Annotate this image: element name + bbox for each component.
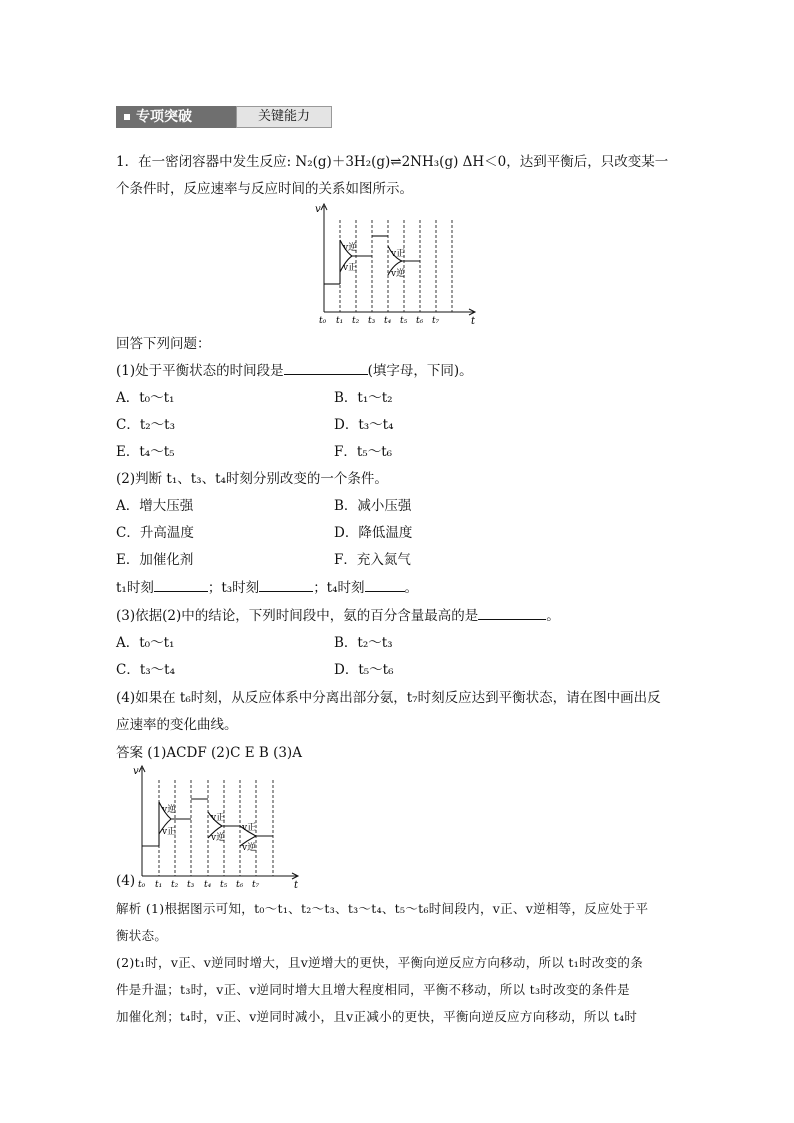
t-axis-label: t <box>471 316 476 325</box>
tick-t3: t₃ <box>368 316 376 325</box>
answer-v-zheng-label-1: v正 <box>162 827 177 837</box>
analysis-line-4: 件是升温；t₃时，v正、v逆同时增大且增大程度相同，平衡不移动，所以 t₃时改变的条件是 <box>116 982 630 997</box>
sub1-option-d: D．t₃～t₄ <box>334 417 394 433</box>
answer-blank-t4[interactable] <box>365 577 405 592</box>
tick-t0: t₀ <box>319 316 327 325</box>
tick-t5: t₅ <box>400 316 408 325</box>
tick-labels <box>319 316 440 325</box>
answer-v-ni-label-3: v逆 <box>242 843 257 853</box>
answer-blank-t3[interactable] <box>259 577 313 592</box>
sub2-option-a: A．增大压强 <box>116 498 194 514</box>
tick-t2: t₂ <box>352 316 360 325</box>
sub1-option-f: F．t₅～t₆ <box>334 444 393 460</box>
answer-tick-labels <box>138 880 260 890</box>
sub3-stem-text: (3)依据(2)中的结论，下列时间段中，氨的百分含量最高的是 <box>116 608 479 624</box>
v-zheng-label-1: v正 <box>343 263 358 273</box>
sub1-stem-tail: (填字母，下同)。 <box>367 363 473 379</box>
sub3-option-c: C．t₃～t₄ <box>116 662 176 678</box>
sub1-option-e: E．t₄～t₅ <box>116 444 175 460</box>
answer-tick-t5: t₅ <box>220 880 228 890</box>
sub2-t3-label: ；t₃时刻 <box>207 580 260 596</box>
sub3-option-d: D．t₅～t₆ <box>334 662 394 678</box>
v-ni-label-1: v逆 <box>343 243 358 253</box>
sub2-option-d: D．降低温度 <box>334 525 413 541</box>
analysis-line-2: 衡状态。 <box>116 928 168 943</box>
answer-tick-t3: t₃ <box>187 880 195 890</box>
answer-v-ni-label-2: v逆 <box>211 833 226 843</box>
answer-tick-t6: t₆ <box>236 880 244 890</box>
answer-blank-3[interactable] <box>478 605 546 620</box>
sub2-option-f: F．充入氮气 <box>334 552 411 568</box>
answer-v-ni-label-1: v逆 <box>162 805 177 815</box>
sub4-line-1: (4)如果在 t₆时刻，从反应体系中分离出部分氨，t₇时刻反应达到平衡状态，请在图中画出反 <box>116 690 661 706</box>
sub2-option-b: B．减小压强 <box>334 498 412 514</box>
sub3-option-a: A．t₀～t₁ <box>116 635 175 651</box>
answer-rate-time-graph <box>128 762 308 890</box>
sub2-option-e: E．加催化剂 <box>116 552 194 568</box>
banner-label-sub: 关键能力 <box>236 106 332 128</box>
analysis-line-3: (2)t₁时，v正、v逆同时增大，且v逆增大的更快，平衡向逆反应方向移动，所以 t₁时改变的条 <box>116 955 644 970</box>
banner-main-text: 专项突破 <box>136 109 192 125</box>
answer-v-axis-label: v <box>133 766 139 777</box>
sub1-option-a: A．t₀～t₁ <box>116 390 175 406</box>
answer-tick-t7: t₇ <box>252 880 260 890</box>
answer-prompt: 回答下列问题： <box>116 336 211 352</box>
tick-t4: t₄ <box>384 316 392 325</box>
sub2-option-c: C．升高温度 <box>116 525 194 541</box>
banner-label-main <box>116 106 236 128</box>
sub1-stem <box>116 359 473 379</box>
answer-tick-t1: t₁ <box>155 880 163 890</box>
sub1-stem-text: (1)处于平衡状态的时间段是 <box>116 363 284 379</box>
sub1-option-c: C．t₂～t₃ <box>116 417 176 433</box>
section-banner <box>116 106 332 128</box>
v-zheng-label-2: v正 <box>391 249 406 259</box>
tick-t1: t₁ <box>336 316 344 325</box>
answer-tick-t0: t₀ <box>138 880 146 890</box>
tick-t6: t₆ <box>416 316 424 325</box>
analysis-line-5: 加催化剂；t₄时，v正、v逆同时减小，且v正减小的更快，平衡向逆反应方向移动，所以 t₄时 <box>116 1009 638 1024</box>
answer-line: 答案 (1)ACDF (2)C E B (3)A <box>116 745 302 761</box>
answer-tick-t2: t₂ <box>171 880 179 890</box>
v-ni-label-2: v逆 <box>391 269 406 279</box>
sub2-stem: (2)判断 t₁、t₃、t₄时刻分别改变的一个条件。 <box>116 471 388 487</box>
sub3-end: 。 <box>546 608 560 624</box>
tick-t7: t₇ <box>432 316 440 325</box>
answer-blank-t1[interactable] <box>154 577 208 592</box>
answer-tick-t4: t₄ <box>204 880 212 890</box>
sub2-t1-label: t₁时刻 <box>116 580 154 596</box>
answer-blank-1[interactable] <box>284 360 368 375</box>
sub2-t4-label: ；t₄时刻 <box>313 580 365 596</box>
answer-v-zheng-label-3: v正 <box>242 823 257 833</box>
analysis-line-1: 解析 (1)根据图示可知，t₀～t₁、t₂～t₃、t₃～t₄、t₅～t₆时间段内，v正、v逆相等，反应处于平 <box>116 901 649 916</box>
sub3-option-b: B．t₂～t₃ <box>334 635 393 651</box>
square-icon <box>124 114 130 120</box>
rate-time-graph <box>310 200 485 325</box>
question-1-line-1: 1．在一密闭容器中发生反应: N₂(g)＋3H₂(g)⇌2NH₃(g) ΔH＜0，达到平衡后，只改变某一 <box>116 154 669 170</box>
sub1-option-b: B．t₁～t₂ <box>334 390 393 406</box>
answer-t-axis-label: t <box>294 880 299 890</box>
sub4-line-2: 应速率的变化曲线。 <box>116 717 238 733</box>
sub2-end: 。 <box>404 580 419 596</box>
sub3-stem <box>116 604 560 624</box>
answer-4-label: (4) <box>116 873 136 889</box>
v-axis-label: v <box>315 204 321 215</box>
sub2-answer-line <box>116 576 418 596</box>
question-1-line-2: 个条件时，反应速率与反应时间的关系如图所示。 <box>116 181 413 197</box>
answer-v-zheng-label-2: v正 <box>211 813 226 823</box>
